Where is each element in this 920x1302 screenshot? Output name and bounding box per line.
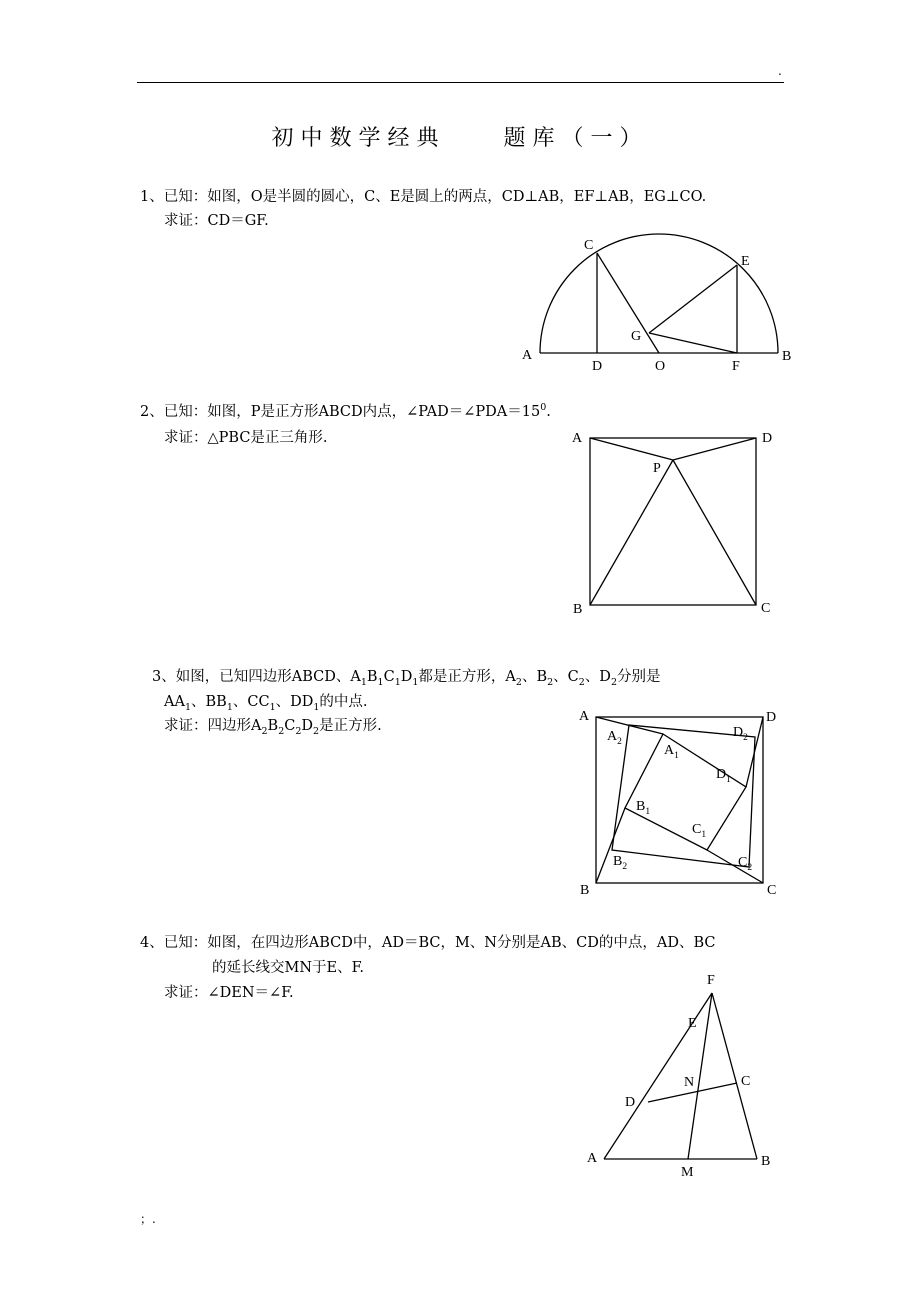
fig1-label-G: G — [631, 329, 642, 344]
fig3-label-A2: $A_2$ — [607, 729, 622, 747]
fig1-label-A: A — [522, 348, 533, 363]
footer-mark: ；. — [140, 1212, 156, 1226]
problem-3-prove: 求证：四边形$A_2B_2C_2D_2$是正方形. — [164, 718, 382, 737]
fig3-label-C2: $C_2$ — [738, 855, 753, 873]
fig1-label-E: E — [741, 254, 750, 269]
fig2-label-B: B — [573, 602, 583, 617]
problem-4-prove: 求证：∠DEN＝∠F. — [164, 985, 294, 1001]
header-mark: . — [778, 64, 782, 78]
fig2-label-A: A — [572, 431, 583, 446]
fig1-label-C: C — [584, 238, 594, 253]
fig1-label-D: D — [592, 359, 603, 374]
fig2-label-P: P — [653, 461, 661, 476]
fig3-label-B1: $B_1$ — [636, 799, 651, 817]
problem-3-line-1: 3、如图，已知四边形ABCD、$A_1B_1C_1D_1$都是正方形，$A_2$、$B_2$、$C_2$、$D_2$分别是 — [152, 669, 661, 688]
fig4-label-A: A — [587, 1151, 598, 1166]
fig3-label-D1: $D_1$ — [716, 767, 731, 785]
fig3-label-D: D — [766, 710, 777, 725]
fig4-label-C: C — [741, 1074, 751, 1089]
fig4-label-B: B — [761, 1154, 771, 1169]
fig3-label-B2: $B_2$ — [613, 854, 628, 872]
problem-1-prove: 求证：CD＝GF. — [164, 213, 269, 229]
problem-4-given: 4、已知：如图，在四边形ABCD中，AD＝BC，M、N分别是AB、CD的中点，AD、BC — [140, 935, 716, 951]
problem-2-prove: 求证：△PBC是正三角形. — [164, 430, 328, 446]
fig1-label-B: B — [782, 349, 792, 364]
fig4-label-F: F — [707, 973, 715, 988]
problem-4-given-cont: 的延长线交MN于E、F. — [212, 960, 365, 976]
fig4-label-D: D — [625, 1095, 636, 1110]
fig2-label-D: D — [762, 431, 773, 446]
problem-1-given: 1、已知：如图，O是半圆的圆心，C、E是圆上的两点，CD⊥AB，EF⊥AB，EG⊥CO. — [140, 189, 707, 205]
fig3-label-B: B — [580, 883, 590, 898]
figure-4-quadrilateral — [587, 973, 770, 1180]
fig1-label-O: O — [655, 359, 666, 374]
fig3-label-A: A — [579, 709, 590, 724]
problem-2-given: 2、已知：如图，P是正方形ABCD内点，$\angle PAD=\angle PDA=15^0$. — [140, 402, 551, 420]
fig3-label-A1: $A_1$ — [664, 743, 679, 761]
fig3-label-C: C — [767, 883, 777, 898]
fig4-label-M: M — [681, 1165, 694, 1180]
fig3-label-C1: $C_1$ — [692, 822, 707, 840]
figure-3-squares — [579, 709, 776, 898]
fig1-label-F: F — [732, 359, 740, 374]
fig4-label-N: N — [684, 1075, 695, 1090]
figure-1-semicircle — [522, 234, 791, 374]
fig2-label-C: C — [761, 601, 771, 616]
page-title: 初中数学经典 题库（一） — [271, 126, 649, 151]
fig3-label-D2: $D_2$ — [733, 725, 748, 743]
problem-3-line-2: $AA_1$、$BB_1$、$CC_1$、$DD_1$的中点. — [164, 694, 368, 713]
fig4-label-E: E — [688, 1016, 697, 1031]
figure-2-square — [572, 431, 772, 617]
